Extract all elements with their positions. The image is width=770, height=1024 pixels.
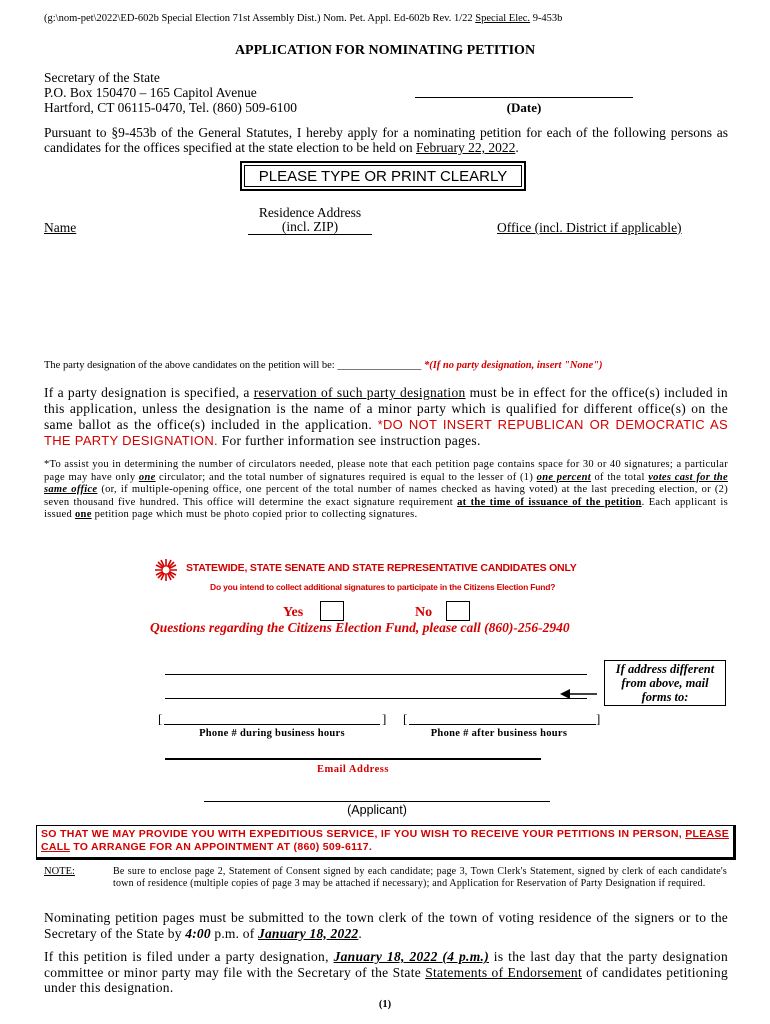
phone-after-bracket-left: [ [403,711,408,726]
submit-a: Nominating petition pages must be submitted to the town clerk of the town of voting residence of the signers or to the Secretary of the State by [44,910,728,941]
filed-c: of candidates petitioning under this designation. [44,964,728,995]
filed-b: is the last day that the party designation committee or minor party may file with the Secretary of the State [44,949,728,980]
service-notice-text [41,828,729,854]
yes-checkbox[interactable] [320,601,344,621]
party-para-b: must be in effect for the office(s) included in this application, unless the designation is the name of a minor party which is qualified for different office(s) on the same ballot as the office(s) included in the application. [44,385,728,432]
intro-paragraph [44,125,728,155]
name-column-header: Name [44,220,77,235]
circ-c: of the total [594,471,645,483]
page-number: (1) [378,999,392,1010]
party-para-a: If a party designation is specified, a [44,385,250,400]
date-label: (Date) [506,100,542,115]
party-designation-line [44,360,602,371]
address-line-3: Hartford, CT 06115-0470, Tel. (860) 509-6100 [44,100,298,115]
filed-a: If this petition is filed under a party designation, [44,949,329,964]
submit-b: p.m. of [214,925,255,941]
filed-paragraph [44,949,728,996]
mailing-note-box [604,660,726,706]
circ-e: . Each applicant is issued [44,496,728,520]
service-please-call: PLEASE CALL [41,828,729,853]
circ-b: circulator; and the total number of signatures required is equal to the lesser of (1) [159,471,534,483]
circ-d: (or, if multiple-opening office, one percent of the total number of names checked as having voted) at the last preceding election, or (2) seven thousand five hundred. This office will determine the exact signature requirement [44,484,728,508]
arrow-left-icon [560,687,598,699]
address-block [44,70,297,115]
yes-label: Yes [283,605,304,620]
phone-after-label: Phone # after business hours [430,728,568,739]
submit-date: January 18, 2022 [258,925,359,941]
cef-question: Do you intend to collect additional signatures to participate in the Citizens Election Fund? [210,582,556,592]
page-title: APPLICATION FOR NOMINATING PETITION [234,43,536,58]
date-line[interactable] [415,97,633,98]
service-b: TO ARRANGE FOR AN APPOINTMENT AT (860) 509-6117. [73,841,373,853]
circ-f: petition page which must be photo copied prior to collecting signatures. [94,509,418,520]
intro-end: . [515,140,519,155]
mailing-note-text: If address different from above, mail forms to: [615,662,715,704]
address-line-1: Secretary of the State [44,70,160,85]
email-label: Email Address [317,764,389,775]
phone-business-bracket-left: [ [158,711,163,726]
note-text: Be sure to enclose page 2, Statement of Consent signed by each candidate; page 3, Town Clerk's Statement, signed by clerk of each candidate's town of residence (multiple copies of page 3 may be attached if necessary); and Application for Reservation of Party Designation if required. [113,866,727,889]
residence-header-zip: (incl. ZIP) [281,219,339,234]
phone-after-bracket-right: ] [596,711,601,726]
circ-votes-cast: votes cast for the same office [44,471,728,495]
circ-one-percent: one percent [536,471,591,483]
print-clearly-box [240,161,526,191]
party-designation-field[interactable]: ________________ [337,360,422,371]
filed-statements: Statements of Endorsement [425,964,583,980]
circulators-paragraph [44,459,728,522]
circ-one-2: one [75,509,92,520]
phone-business-label: Phone # during business hours [199,728,345,739]
party-label: The party designation of the above candidates on the petition will be: [44,360,335,371]
circ-a: *To assist you in determining the number of circulators needed, please note that each petition page contains space for 30 or 40 signatures; a particular page may have only [44,459,728,483]
mailing-address-line-2[interactable] [165,698,587,699]
service-a: SO THAT WE MAY PROVIDE YOU WITH EXPEDITIOUS SERVICE, IF YOU WISH TO RECEIVE YOUR PETITIONS IN PERSON, [41,828,682,840]
submit-end: . [358,925,362,941]
circ-one-1: one [138,471,156,483]
no-checkbox[interactable] [446,601,470,621]
phone-after-field[interactable] [409,724,596,725]
no-label: No [415,605,433,620]
party-warning: *DO NOT INSERT REPUBLICAN OR DEMOCRATIC AS THE PARTY DESIGNATION. [44,417,728,448]
party-para-reservation: reservation of such party designation [253,385,466,400]
applicant-label: (Applicant) [347,803,407,817]
print-clearly-text: PLEASE TYPE OR PRINT CLEARLY [244,165,522,187]
office-column-header: Office (incl. District if applicable) [497,220,682,235]
applicant-signature-line[interactable] [204,801,550,802]
note-label: NOTE: [44,866,75,877]
residence-column-header [248,206,372,235]
party-para-c: For further information see instruction pages. [221,433,481,448]
filed-date: January 18, 2022 (4 p.m.) [333,949,490,964]
party-paragraph [44,385,728,449]
starburst-icon [154,558,178,582]
intro-text: Pursuant to §9-453b of the General Statutes, I hereby apply for a nominating petition for each of the following persons as candidates for the offices specified at the state election to be held on [44,125,728,155]
mailing-address-line-1[interactable] [165,674,587,675]
address-line-2: P.O. Box 150470 – 165 Capitol Avenue [44,85,257,100]
residence-header-line2 [248,220,372,235]
circ-time-of-issuance: at the time of issuance of the petition [457,496,642,508]
statute-ref: 9-453b [532,13,563,24]
file-ref-text: (g:\nom-pet\2022\ED-602b Special Election 71st Assembly Dist.) Nom. Pet. Appl. Ed-602b Rev. 1/22 [44,13,473,24]
file-reference [44,13,562,24]
file-ref-tail: Special Elec. [475,13,531,24]
submit-paragraph [44,910,728,941]
cef-questions-phone: Questions regarding the Citizens Election Fund, please call (860)-256-2940 [150,620,570,635]
email-field[interactable] [165,758,541,760]
phone-business-field[interactable] [164,724,380,725]
phone-business-bracket-right: ] [382,711,387,726]
party-none-note: *(If no party designation, insert "None") [423,360,603,371]
cef-heading: STATEWIDE, STATE SENATE AND STATE REPRESENTATIVE CANDIDATES ONLY [186,562,577,574]
election-date: February 22, 2022 [415,140,516,155]
submit-time: 4:00 [185,925,211,941]
service-notice-box [36,825,736,860]
residence-header-line1: Residence Address [258,205,362,220]
